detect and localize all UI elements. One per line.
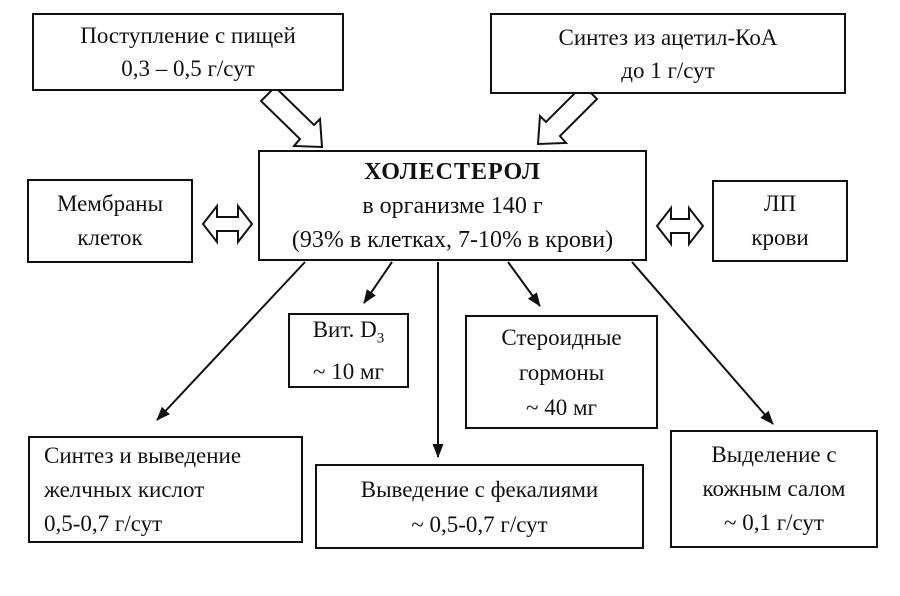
feces-rate: ~ 0,5-0,7 г/сут [411, 511, 548, 537]
acetyl-synthesis-rate: до 1 г/сут [621, 57, 715, 83]
cholesterol-distribution: (93% в клетках, 7-10% в крови) [291, 226, 614, 253]
membranes-label-1: Мембраны [56, 191, 164, 216]
cholesterol-total: в организме 140 г [362, 192, 543, 219]
box-food-intake [32, 13, 344, 91]
acetyl-synthesis-label: Синтез из ацетил-КоА [558, 24, 778, 50]
steroid-label-1: Стероидные [501, 324, 622, 350]
box-cholesterol [258, 150, 647, 261]
sebum-label-1: Выделение с [711, 442, 837, 467]
steroid-label-2: гормоны [518, 359, 605, 385]
box-steroid-hormones [465, 315, 658, 429]
vitamin-d3-amount: ~ 10 мг [313, 359, 384, 385]
cholesterol-title: ХОЛЕСТЕРОЛ [364, 158, 541, 185]
vitamin-d3-label: Вит. $D_3$ [312, 316, 385, 347]
box-lp-blood [712, 180, 848, 262]
box-acetyl-synthesis [490, 13, 846, 94]
sebum-rate: ~ 0,1 г/сут [724, 510, 824, 535]
vitamin-d3-subscript: 3 [376, 330, 385, 347]
arrow-cholesterol-lp-blood [657, 208, 703, 244]
steroid-amount: ~ 40 мг [526, 394, 597, 420]
lp-blood-label-2: крови [751, 225, 809, 250]
food-intake-rate: 0,3 – 0,5 г/сут [121, 56, 255, 81]
lp-blood-label-1: ЛП [763, 191, 797, 216]
box-sebum-excretion [670, 430, 878, 548]
arrow-cholesterol-membranes [203, 206, 252, 242]
box-cell-membranes [27, 179, 193, 263]
bile-acids-label-2: желчных кислот [44, 476, 205, 502]
feces-label: Выведение с фекалиями [360, 476, 599, 502]
bile-acids-rate: 0,5-0,7 г/сут [44, 510, 163, 536]
arrow-to-bile-acids [157, 262, 305, 420]
arrow-to-steroid-hormones [508, 262, 540, 306]
box-feces-excretion [315, 464, 644, 549]
arrow-to-vitamin-d3 [364, 262, 392, 303]
arrow-food-to-cholesterol [261, 87, 322, 147]
membranes-label-2: клеток [77, 225, 143, 250]
box-bile-acids [28, 436, 303, 543]
food-intake-label: Поступление с пищей [80, 23, 296, 48]
box-vitamin-d3 [288, 313, 409, 388]
sebum-label-2: кожным салом [702, 476, 846, 501]
bile-acids-label-1: Синтез и выведение [44, 442, 242, 468]
